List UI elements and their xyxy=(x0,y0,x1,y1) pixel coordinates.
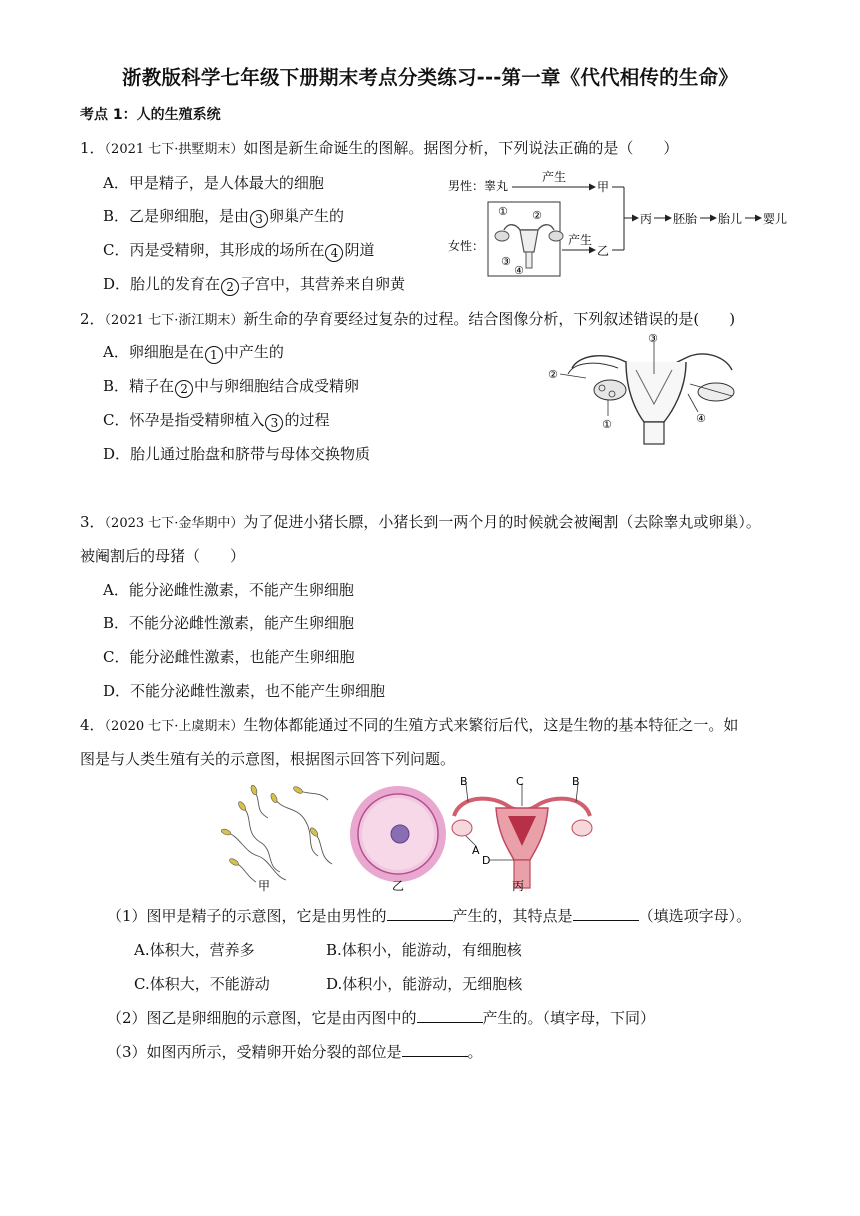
svg-text:②: ② xyxy=(548,368,558,381)
question-number: 2． xyxy=(80,310,105,328)
question-source: （2021 七下·浙江期末） xyxy=(104,313,244,328)
circled-number: 2 xyxy=(221,278,239,296)
svg-text:B: B xyxy=(460,776,468,788)
svg-text:A: A xyxy=(472,844,480,857)
svg-text:D: D xyxy=(482,854,491,867)
question-1-stem xyxy=(80,138,678,160)
q2-option-a[interactable]: A．卵细胞是在 1 中产生的 xyxy=(103,343,284,362)
svg-text:④: ④ xyxy=(514,264,524,277)
q1-flow-diagram xyxy=(446,168,806,280)
label-fetus: 胎儿 xyxy=(718,212,743,226)
sperm-heads xyxy=(220,784,319,866)
question-source: （2023 七下·金华期中） xyxy=(104,516,244,531)
q1-option-a[interactable]: A．甲是精子，是人体最大的细胞 xyxy=(103,174,324,192)
q1-option-c[interactable]: C．丙是受精卵，其形成的场所在 4 阴道 xyxy=(103,241,375,260)
label-bing: 丙 xyxy=(512,879,525,893)
circled-number: 4 xyxy=(325,244,343,262)
q4-reproduction-figure xyxy=(214,776,610,894)
question-number: 1． xyxy=(80,139,105,157)
question-text: 新生命的孕育要经过复杂的过程。结合图像分析，下列叙述错误的是( ) xyxy=(243,310,736,328)
question-3-stem xyxy=(80,512,761,534)
answer-blank[interactable] xyxy=(402,1042,468,1057)
answer-blank[interactable] xyxy=(573,906,639,921)
label-embryo: 胚胎 xyxy=(673,212,698,226)
q2-option-c[interactable]: C．怀孕是指受精卵植入 3 的过程 xyxy=(103,411,330,430)
circled-number: 1 xyxy=(205,346,223,364)
question-4-stem xyxy=(80,715,738,737)
egg-illustration xyxy=(350,786,446,882)
q2-option-b[interactable]: B．精子在 2 中与卵细胞结合成受精卵 xyxy=(103,377,360,396)
q4-option-b[interactable]: B.体积小，能游动，有细胞核 xyxy=(326,941,522,959)
circled-number: 2 xyxy=(175,380,193,398)
q2-option-d[interactable]: D．胎儿通过胎盘和脐带与母体交换物质 xyxy=(103,445,371,463)
svg-text:③: ③ xyxy=(648,334,658,345)
q3-option-b[interactable]: B．不能分泌雌性激素，能产生卵细胞 xyxy=(103,614,355,632)
q1-option-d[interactable]: D．胎儿的发育在 2 子宫中，其营养来自卵黄 xyxy=(103,275,406,294)
label-yi: 乙 xyxy=(392,879,405,893)
page-title: 浙教版科学七年级下册期末考点分类练习---第一章《代代相传的生命》 xyxy=(122,66,738,89)
answer-blank[interactable] xyxy=(387,906,453,921)
question-text: 如图是新生命诞生的图解。据图分析，下列说法正确的是（ ） xyxy=(243,139,679,157)
male-label: 男性：睾丸 xyxy=(448,179,509,193)
question-number: 3． xyxy=(80,513,105,531)
q4-sub-1: （1）图甲是精子的示意图，它是由男性的 产生的，其特点是 （填选项字母）。 xyxy=(107,907,752,925)
answer-blank[interactable] xyxy=(417,1008,483,1023)
produce-label-bottom: 产生 xyxy=(568,233,593,247)
circled-number: 3 xyxy=(265,414,283,432)
q2-uterus-diagram xyxy=(540,334,762,446)
question-text: 为了促进小猪长膘，小猪长到一两个月的时候就会被阉割（去除睾丸或卵巢）。 xyxy=(243,513,761,531)
q4-sub-3: （3）如图丙所示，受精卵开始分裂的部位是 。 xyxy=(107,1043,483,1061)
q4-option-c[interactable]: C.体积大，不能游动 xyxy=(134,975,270,993)
label-baby: 婴儿 xyxy=(763,212,788,226)
q1-option-b[interactable]: B．乙是卵细胞，是由 3 卵巢产生的 xyxy=(103,207,345,226)
question-text: 生物体都能通过不同的生殖方式来繁衍后代，这是生物的基本特征之一。如 xyxy=(243,716,739,734)
svg-text:①: ① xyxy=(602,418,612,431)
q3-option-a[interactable]: A．能分泌雌性激素，不能产生卵细胞 xyxy=(103,581,354,599)
question-2-stem xyxy=(80,309,735,331)
q3-option-c[interactable]: C．能分泌雌性激素，也能产生卵细胞 xyxy=(103,648,355,666)
svg-text:④: ④ xyxy=(696,412,706,425)
section-heading: 考点 1：人的生殖系统 xyxy=(80,107,221,123)
question-4-stem-line2: 图是与人类生殖有关的示意图，根据图示回答下列问题。 xyxy=(80,750,456,768)
label-jia: 甲 xyxy=(258,879,271,893)
female-label: 女性： xyxy=(448,239,485,253)
question-source: （2020 七下·上虞期末） xyxy=(104,719,244,734)
question-3-stem-line2: 被阉割后的母猪（ ） xyxy=(80,547,246,565)
q4-option-d[interactable]: D.体积小，能游动，无细胞核 xyxy=(326,975,523,993)
q4-sub-2: （2）图乙是卵细胞的示意图，它是由丙图中的 产生的。（填字母，下同） xyxy=(107,1009,656,1027)
q3-option-d[interactable]: D．不能分泌雌性激素，也不能产生卵细胞 xyxy=(103,682,386,700)
svg-text:B: B xyxy=(572,776,580,788)
label-jia: 甲 xyxy=(597,180,610,194)
q4-option-a[interactable]: A.体积大，营养多 xyxy=(134,941,255,959)
label-yi: 乙 xyxy=(597,244,610,258)
svg-text:②: ② xyxy=(532,209,542,222)
question-source: （2021 七下·拱墅期末） xyxy=(104,142,244,157)
circled-number: 3 xyxy=(250,210,268,228)
svg-text:③: ③ xyxy=(501,255,511,268)
svg-text:C: C xyxy=(516,776,524,788)
label-bing: 丙 xyxy=(640,212,653,226)
produce-label-top: 产生 xyxy=(542,170,567,184)
svg-text:①: ① xyxy=(498,205,508,218)
question-number: 4． xyxy=(80,716,105,734)
